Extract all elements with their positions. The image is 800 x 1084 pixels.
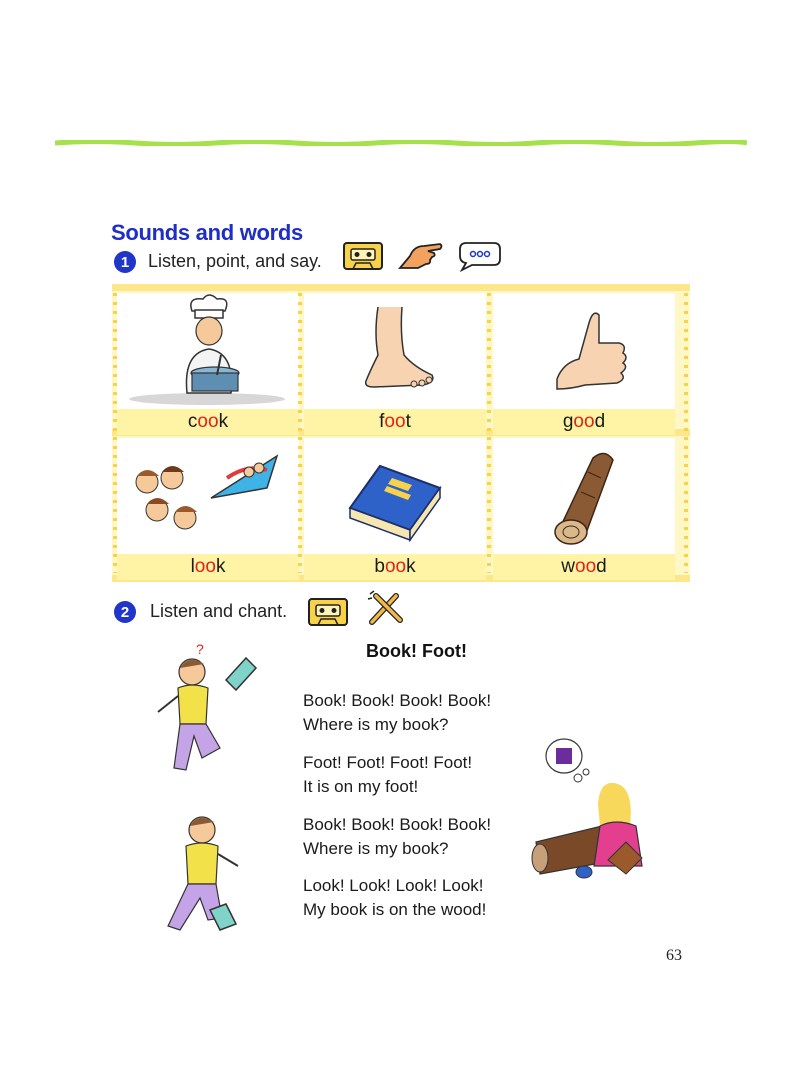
word-card-foot[interactable] [304,293,486,433]
book-picture [304,438,486,556]
chant-verse-2 [303,751,472,799]
word-card-book[interactable] [304,438,486,578]
word-label-band [304,554,486,580]
grid-top-rail [112,284,690,291]
chant-verse-1 [303,689,491,737]
chant-line: Where is my book? [303,715,449,734]
grid-left-edge [113,293,117,573]
word-foot: foot [379,411,411,432]
word-label-band [117,554,299,580]
chant-line: Where is my book? [303,839,449,858]
foot-picture [304,293,486,411]
word-look: look [190,556,226,577]
chant-line: Book! Book! Book! Book! [303,691,492,710]
word-label-band [493,409,675,435]
cassette-icon [342,240,384,272]
word-card-good[interactable] [493,293,675,433]
speech-bubble-icon [456,240,502,272]
chant-title: Book! Foot! [366,641,467,661]
word-card-wood[interactable] [493,438,675,578]
chant-verse-4 [303,874,486,922]
svg-text:?: ? [196,641,204,657]
boy-hurt-foot-picture [152,800,262,940]
chant-line: My book is on the wood! [303,900,487,919]
word-card-look[interactable] [117,438,299,578]
boy-looking-picture [150,640,270,780]
word-label-band [117,409,299,435]
girl-on-log-picture [530,734,654,884]
wood-log-picture [493,438,675,556]
thumbs-up-picture [493,293,675,411]
grid-divider-2 [487,293,491,573]
word-card-cook[interactable] [117,293,299,433]
pointing-hand-icon [396,238,444,272]
header-rule [55,140,747,146]
cassette-icon [307,596,349,628]
step-1-badge: 1 [114,251,136,273]
chant-verse-3 [303,813,491,861]
word-wood: wood [561,556,607,577]
word-label-band [304,409,486,435]
section-title: Sounds and words [111,220,303,245]
grid-right-edge [684,293,688,573]
page-number: 63 [666,947,682,964]
word-cook: cook [187,411,229,432]
look-picture [117,438,299,556]
word-label-band [493,554,675,580]
chant-line: Foot! Foot! Foot! Foot! [303,753,473,772]
step-2-instruction: Listen and chant. [150,601,288,621]
chant-sticks-icon [366,590,406,626]
cook-picture [117,293,299,411]
step-1-instruction: Listen, point, and say. [148,251,322,271]
step-2-badge: 2 [114,601,136,623]
grid-divider-1 [298,293,302,573]
word-book: book [374,556,416,577]
word-good: good [562,411,606,432]
chant-line: Look! Look! Look! Look! [303,876,484,895]
chant-line: It is on my foot! [303,777,419,796]
chant-line: Book! Book! Book! Book! [303,815,492,834]
